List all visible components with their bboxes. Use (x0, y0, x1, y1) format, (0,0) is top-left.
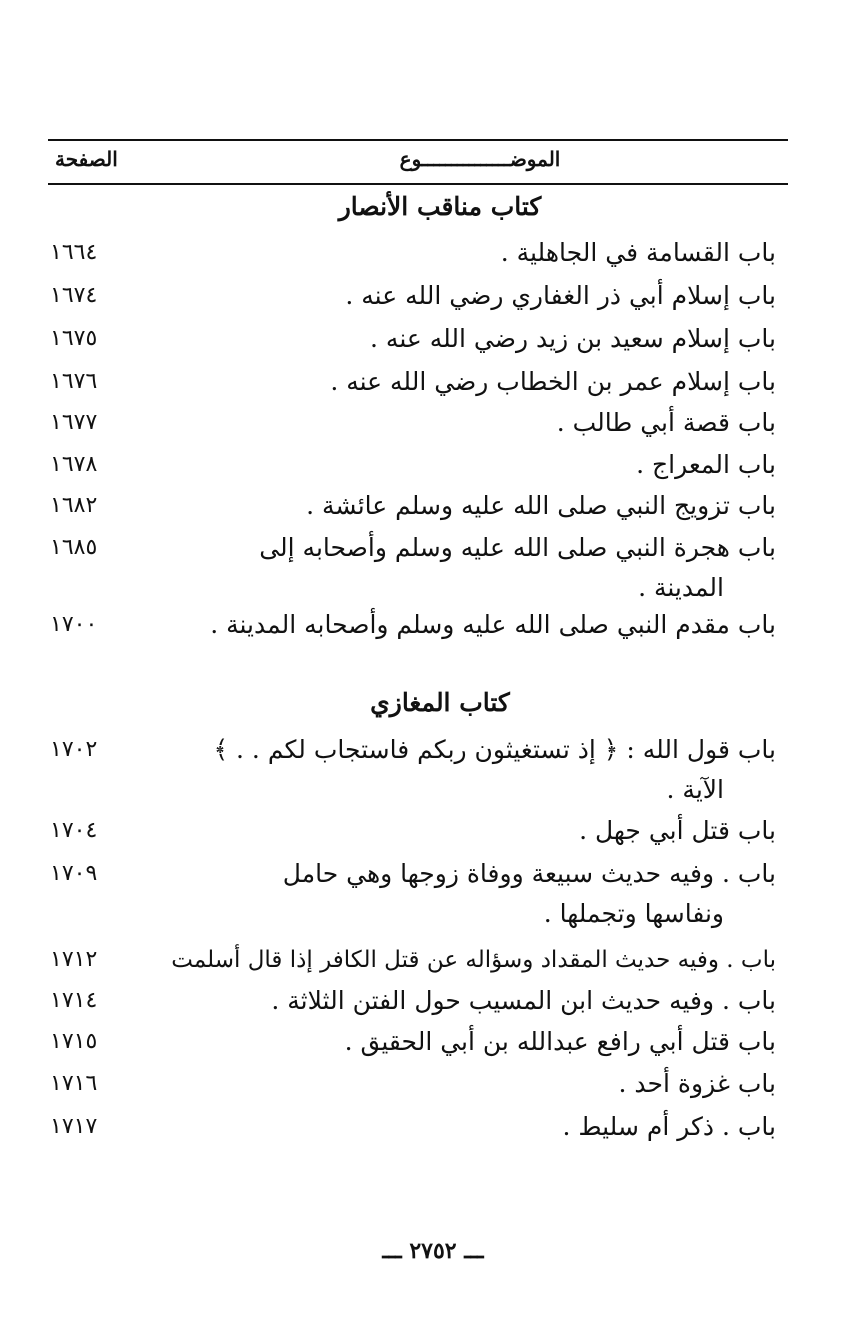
entry-title: باب مقدم النبي صلى الله عليه وسلم وأصحابه المدينة . (210, 610, 776, 639)
entry-page: ١٦٧٧ (50, 410, 98, 435)
entry-title: باب هجرة النبي صلى الله عليه وسلم وأصحابه إلى (259, 533, 776, 562)
entry-page: ١٦٨٥ (50, 535, 98, 560)
entry-page: ١٧١٧ (50, 1114, 98, 1139)
section-title: كتاب مناقب الأنصار (338, 192, 542, 221)
entry-title: باب غزوة أحد . (618, 1069, 776, 1098)
entry-title: باب قتل أبي جهل . (579, 816, 776, 845)
entry-page: ١٦٦٤ (50, 240, 98, 265)
entry-title: باب إسلام عمر بن الخطاب رضي الله عنه . (330, 367, 776, 396)
entry-page: ١٧١٥ (50, 1029, 98, 1054)
entry-page: ١٦٧٤ (50, 283, 98, 308)
header-page-label: الصفحة (55, 147, 118, 171)
entry-title: باب القسامة في الجاهلية . (500, 238, 776, 267)
entry-page: ١٦٨٢ (50, 493, 98, 518)
entry-page: ١٦٧٦ (50, 369, 98, 394)
header-bottom-rule (48, 183, 788, 185)
entry-title: باب تزويج النبي صلى الله عليه وسلم عائشة . (306, 491, 776, 520)
entry-title-continuation: المدينة . (638, 573, 724, 602)
section-title: كتاب المغازي (370, 688, 510, 717)
entry-page: ١٧٠٢ (50, 737, 98, 762)
entry-page: ١٦٧٨ (50, 452, 98, 477)
entry-title: باب . وفيه حديث ابن المسيب حول الفتن الثلاثة . (271, 986, 776, 1015)
entry-title: باب قتل أبي رافع عبدالله بن أبي الحقيق . (344, 1027, 776, 1056)
entry-page: ١٧١٤ (50, 988, 98, 1013)
entry-page: ١٧١٢ (50, 947, 98, 972)
entry-title: باب إسلام سعيد بن زيد رضي الله عنه . (370, 324, 776, 353)
entry-title-continuation: الآية . (666, 775, 724, 804)
entry-title: باب . وفيه حديث سبيعة ووفاة زوجها وهي حامل (282, 859, 776, 888)
entry-page: ١٧٠٠ (50, 612, 98, 637)
entry-title: باب . ذكر أم سليط . (562, 1112, 776, 1141)
header-topic-label: الموضـــــــــــــــوع (399, 147, 561, 171)
entry-page: ١٧٠٤ (50, 818, 98, 843)
entry-page: ١٧١٦ (50, 1071, 98, 1096)
entry-title: باب قول الله : ﴿ إذ تستغيثون ربكم فاستجاب لكم . . ﴾ (213, 735, 776, 764)
page-number: ـــ ٢٧٥٢ ـــ (382, 1238, 484, 1264)
entry-title-continuation: ونفاسها وتجملها . (543, 899, 724, 928)
entry-title: باب المعراج . (636, 450, 776, 479)
entry-page: ١٦٧٥ (50, 326, 98, 351)
entry-title: باب قصة أبي طالب . (556, 408, 776, 437)
entry-title: باب . وفيه حديث المقداد وسؤاله عن قتل الكافر إذا قال أسلمت (171, 947, 776, 973)
entry-page: ١٧٠٩ (50, 861, 98, 886)
entry-title: باب إسلام أبي ذر الغفاري رضي الله عنه . (345, 281, 776, 310)
